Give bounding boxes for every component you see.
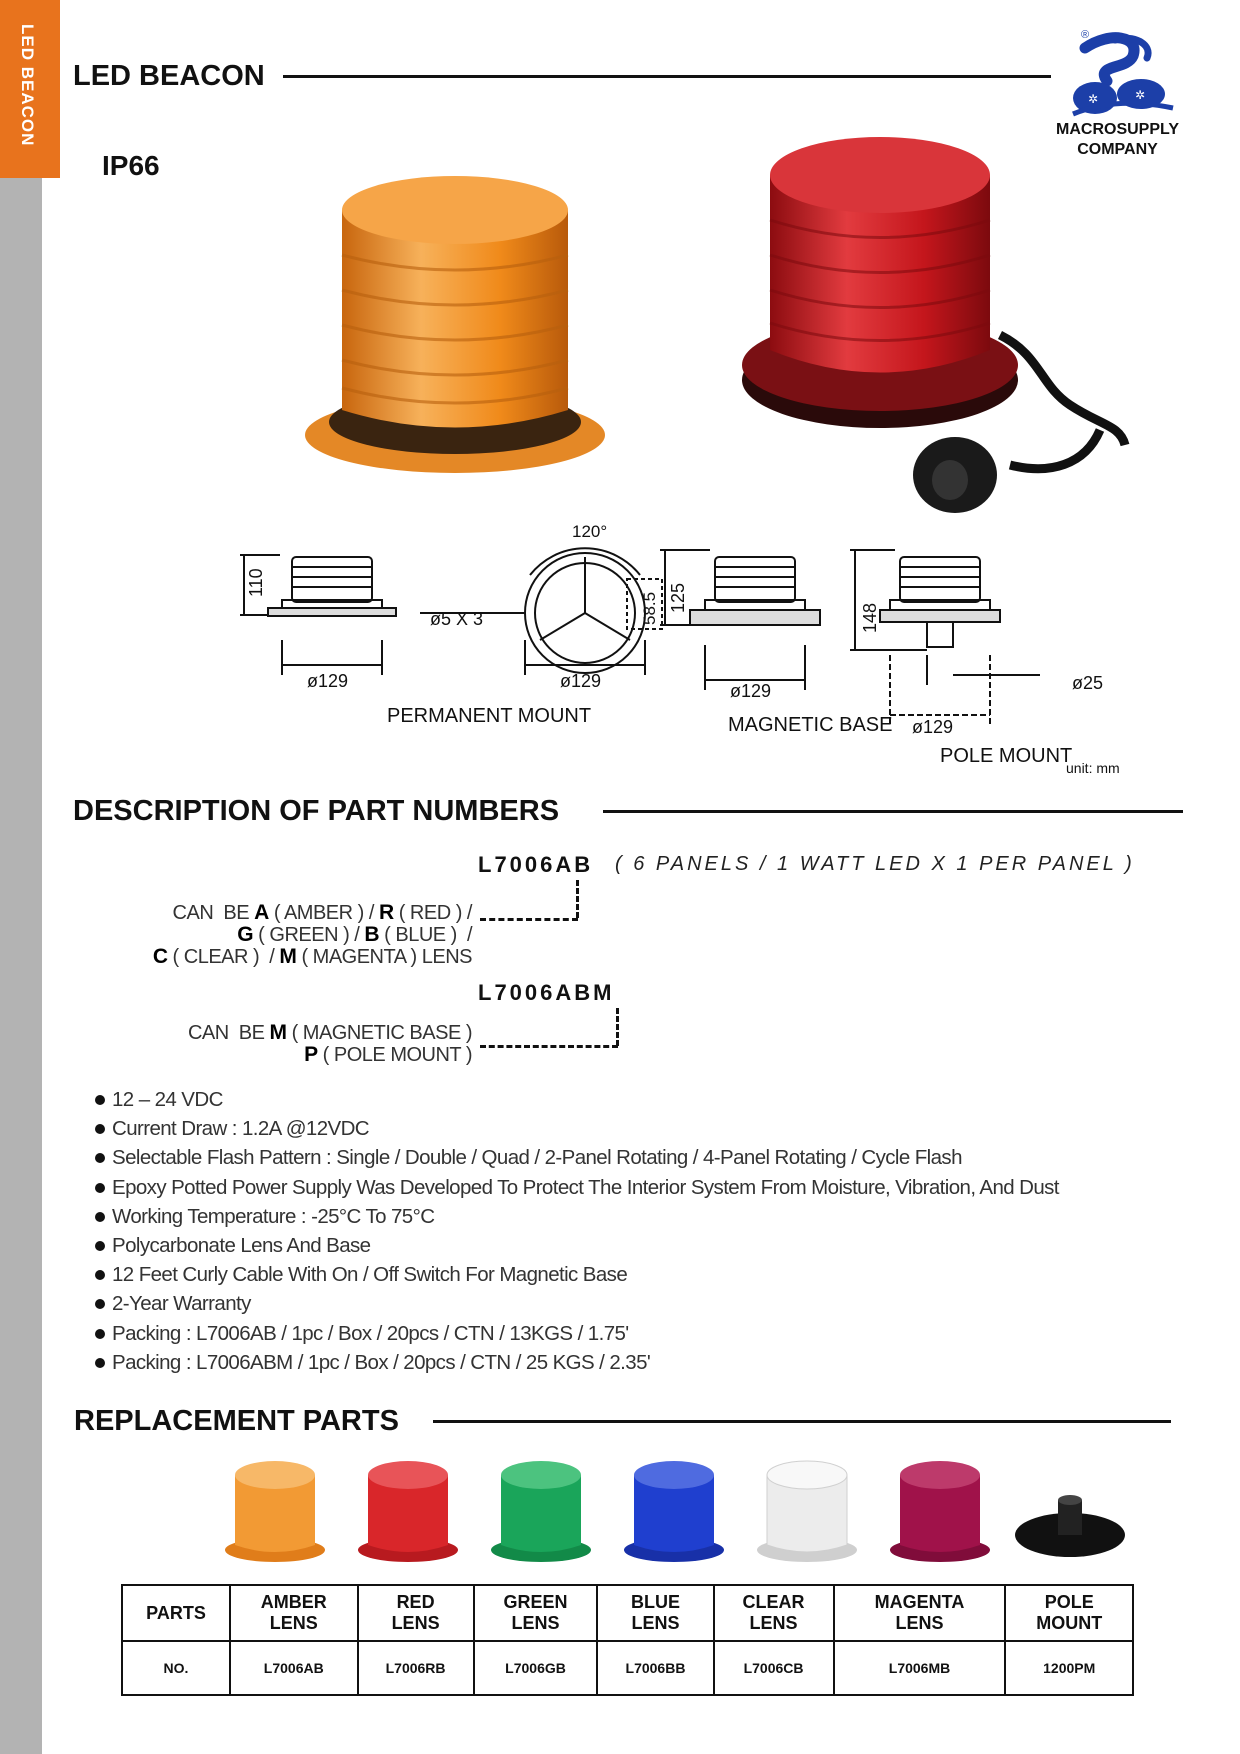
feature-item: Current Draw : 1.2A @12VDC bbox=[94, 1114, 1059, 1143]
part-number-clear: L7006CB bbox=[714, 1641, 834, 1695]
part-number-blue: L7006BB bbox=[597, 1641, 713, 1695]
feature-item: Selectable Flash Pattern : Single / Double / Quad / 2-Panel Rotating / 4-Panel Rotating / Cycle Flash bbox=[94, 1143, 1059, 1172]
code-2-leader bbox=[480, 1045, 618, 1048]
feature-item: Polycarbonate Lens And Base bbox=[94, 1231, 1059, 1260]
replacement-lens-images bbox=[220, 1455, 1140, 1565]
pole-width: ø129 bbox=[912, 717, 954, 737]
red-beacon-image bbox=[740, 125, 1140, 525]
feature-item: 12 Feet Curly Cable With On / Off Switch For Magnetic Base bbox=[94, 1260, 1059, 1289]
part-name-clear: CLEAR LENS bbox=[714, 1585, 834, 1641]
part-code-1: L7006AB bbox=[478, 852, 594, 877]
parts-number-row bbox=[122, 1641, 1133, 1695]
rating-label: IP66 bbox=[102, 150, 160, 181]
parts-header-row bbox=[122, 1585, 1133, 1641]
svg-text:✲: ✲ bbox=[1135, 88, 1146, 102]
permanent-height: 110 bbox=[246, 568, 266, 597]
part-code-1-description: ( 6 PANELS / 1 WATT LED X 1 PER PANEL ) bbox=[615, 853, 1135, 875]
red-lens-image bbox=[358, 1461, 458, 1562]
feature-item: Packing : L7006ABM / 1pc / Box / 20pcs / CTN / 25 KGS / 2.35' bbox=[94, 1348, 1059, 1377]
magnetic-width: ø129 bbox=[730, 681, 772, 701]
part-name-green: GREEN LENS bbox=[474, 1585, 598, 1641]
blue-lens-image bbox=[624, 1461, 724, 1562]
description-rule bbox=[603, 810, 1183, 813]
pole-height: 148 bbox=[860, 602, 880, 633]
registered-mark: ® bbox=[1081, 29, 1090, 41]
permanent-width: ø129 bbox=[307, 671, 349, 691]
lens-code-note: CAN BE A ( AMBER ) / R ( RED ) / G ( GREEN ) / B ( BLUE ) / C ( CLEAR ) / M ( MAGENTA ) LENS bbox=[152, 901, 472, 968]
part-number-red: L7006RB bbox=[358, 1641, 474, 1695]
company-logo bbox=[1055, 26, 1175, 121]
code-2-connector bbox=[616, 1008, 619, 1046]
part-name-red: RED LENS bbox=[358, 1585, 474, 1641]
side-tab bbox=[0, 0, 60, 178]
code-1-leader bbox=[480, 918, 578, 921]
amber-beacon-image bbox=[300, 160, 610, 480]
top-view-angle: 120° bbox=[572, 522, 608, 541]
feature-list bbox=[94, 1085, 1059, 1377]
company-name: MACROSUPPLY COMPANY bbox=[1056, 121, 1179, 158]
side-tab-label: LED BEACON bbox=[18, 24, 37, 147]
amber-lens-image bbox=[225, 1461, 325, 1562]
clear-lens-image bbox=[757, 1461, 857, 1562]
page-title: LED BEACON bbox=[73, 60, 265, 92]
part-name-blue: BLUE LENS bbox=[597, 1585, 713, 1641]
feature-item: Packing : L7006AB / 1pc / Box / 20pcs / CTN / 13KGS / 1.75' bbox=[94, 1319, 1059, 1348]
part-number-green: L7006GB bbox=[474, 1641, 598, 1695]
top-view-holes: ø5 X 3 bbox=[430, 609, 484, 629]
feature-item: Epoxy Potted Power Supply Was Developed To Protect The Interior System From Moisture, Vibration, And Dust bbox=[94, 1173, 1059, 1202]
part-name-amber: AMBER LENS bbox=[230, 1585, 358, 1641]
code-1-connector bbox=[576, 880, 579, 918]
number-row-label: NO. bbox=[122, 1641, 230, 1695]
part-number-magenta: L7006MB bbox=[834, 1641, 1006, 1695]
green-lens-image bbox=[491, 1461, 591, 1562]
feature-item: 12 – 24 VDC bbox=[94, 1085, 1059, 1114]
mount-code-note: CAN BE M ( MAGNETIC BASE ) P ( POLE MOUNT ) bbox=[187, 1021, 472, 1066]
magnetic-height: 125 bbox=[668, 582, 688, 613]
feature-item: Working Temperature : -25°C To 75°C bbox=[94, 1202, 1059, 1231]
top-view-offset: 58.5 bbox=[640, 591, 659, 625]
part-number-pole: 1200PM bbox=[1005, 1641, 1133, 1695]
unit-label: unit: mm bbox=[1066, 760, 1120, 775]
side-bar bbox=[0, 0, 42, 1754]
parts-row-label: PARTS bbox=[122, 1585, 230, 1641]
pole-mount-image bbox=[1015, 1495, 1125, 1557]
part-name-pole: POLE MOUNT bbox=[1005, 1585, 1133, 1641]
magnetic-caption: MAGNETIC BASE bbox=[728, 714, 893, 736]
description-title: DESCRIPTION OF PART NUMBERS bbox=[73, 795, 560, 827]
part-number-amber: L7006AB bbox=[230, 1641, 358, 1695]
replacement-title: REPLACEMENT PARTS bbox=[74, 1405, 399, 1437]
feature-item: 2-Year Warranty bbox=[94, 1289, 1059, 1318]
pole-caption: POLE MOUNT bbox=[940, 745, 1073, 767]
top-view-width: ø129 bbox=[560, 671, 602, 691]
title-rule bbox=[283, 75, 1051, 78]
magenta-lens-image bbox=[890, 1461, 990, 1562]
pole-diameter: ø25 bbox=[1072, 673, 1104, 693]
part-name-magenta: MAGENTA LENS bbox=[834, 1585, 1006, 1641]
svg-text:✲: ✲ bbox=[1088, 92, 1099, 106]
part-code-2: L7006ABM bbox=[478, 980, 615, 1005]
replacement-parts-table bbox=[121, 1584, 1134, 1696]
replacement-rule bbox=[433, 1420, 1171, 1423]
permanent-caption: PERMANENT MOUNT bbox=[387, 705, 592, 727]
dimension-drawings bbox=[240, 515, 1140, 775]
